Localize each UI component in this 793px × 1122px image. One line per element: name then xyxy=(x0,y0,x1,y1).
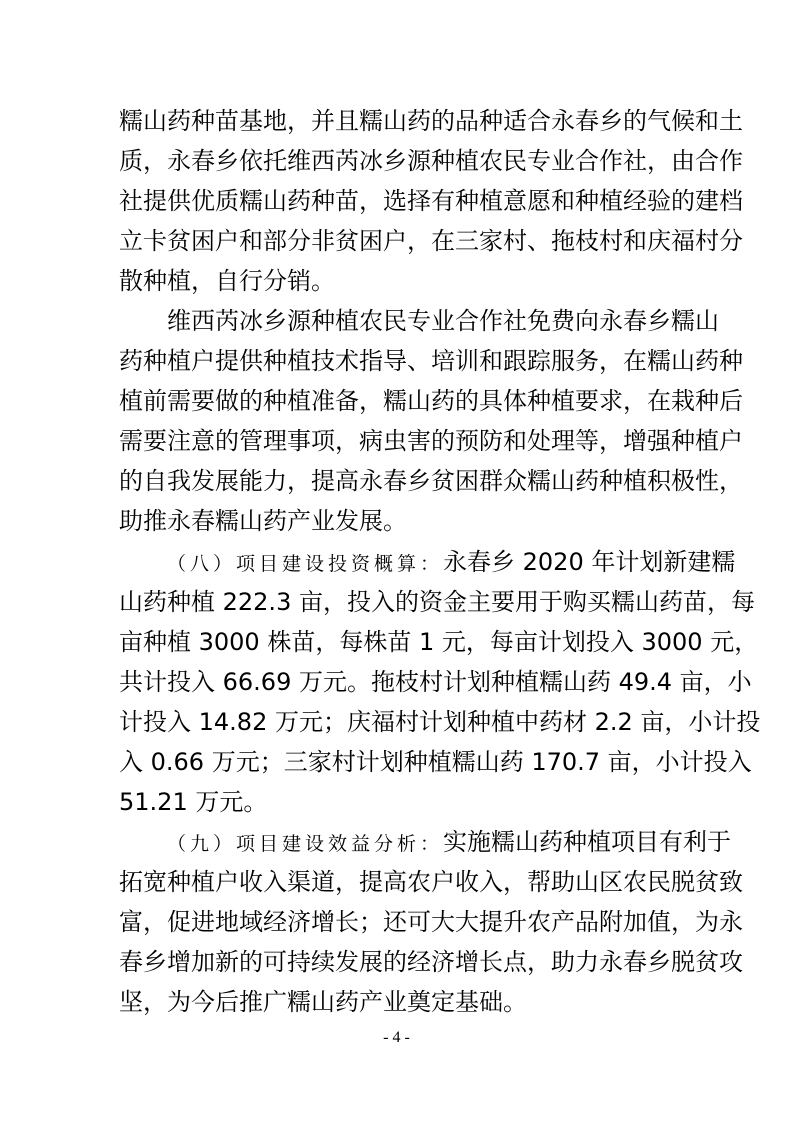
paragraph-line: 亩种植 3000 株苗，每株苗 1 元，每亩计划投入 3000 元， xyxy=(119,628,759,656)
paragraph-line: 拓宽种植户收入渠道，提高农户收入，帮助山区农民脱贫致 xyxy=(119,868,743,896)
paragraph-line: 维西芮冰乡源种植农民专业合作社免费向永春乡糯山 xyxy=(167,307,719,335)
paragraph-line: 富，促进地域经济增长；还可大大提升农产品附加值，为永 xyxy=(119,908,743,936)
paragraph-line: 社提供优质糯山药种苗，选择有种植意愿和种植经验的建档 xyxy=(119,187,743,215)
paragraph-line: 植前需要做的种植准备，糯山药的具体种植要求，在栽种后 xyxy=(119,387,743,415)
paragraph-line: 需要注意的管理事项，病虫害的预防和处理等，增强种植户 xyxy=(119,427,743,455)
paragraph-line: 坚，为今后推广糯山药产业奠定基础。 xyxy=(119,988,527,1016)
section-heading: （九）项目建设效益分析： xyxy=(167,833,444,855)
paragraph-line: 药种植户提供种植技术指导、培训和跟踪服务，在糯山药种 xyxy=(119,347,743,375)
paragraph-text: 永春乡 2020 年计划新建糯 xyxy=(443,548,736,576)
paragraph-line: 山药种植 222.3 亩，投入的资金主要用于购买糯山药苗，每 xyxy=(119,588,755,616)
paragraph-line: 助推永春糯山药产业发展。 xyxy=(119,507,407,535)
page-number: - 4 - xyxy=(383,1029,410,1046)
paragraph-line: 散种植，自行分销。 xyxy=(119,267,335,295)
section-first-line xyxy=(167,822,732,862)
paragraph-line: 共计投入 66.69 万元。拖枝村计划种植糯山药 49.4 亩，小 xyxy=(119,668,752,696)
paragraph-line: 春乡增加新的可持续发展的经济增长点，助力永春乡脱贫攻 xyxy=(119,948,743,976)
paragraph-text: 实施糯山药种植项目有利于 xyxy=(443,828,732,856)
paragraph-line: 的自我发展能力，提高永春乡贫困群众糯山药种植积极性， xyxy=(119,467,743,495)
paragraph-line: 糯山药种苗基地，并且糯山药的品种适合永春乡的气候和土 xyxy=(119,107,743,135)
paragraph-line: 质，永春乡依托维西芮冰乡源种植农民专业合作社，由合作 xyxy=(119,147,743,175)
paragraph-line: 计投入 14.82 万元；庆福村计划种植中药材 2.2 亩，小计投 xyxy=(119,708,761,736)
section-heading: （八）项目建设投资概算： xyxy=(167,553,444,575)
section-first-line xyxy=(167,542,736,582)
paragraph-line: 立卡贫困户和部分非贫困户，在三家村、拖枝村和庆福村分 xyxy=(119,227,743,255)
paragraph-line: 入 0.66 万元；三家村计划种植糯山药 170.7 亩，小计投入 xyxy=(119,748,752,776)
paragraph-line: 51.21 万元。 xyxy=(119,788,268,816)
